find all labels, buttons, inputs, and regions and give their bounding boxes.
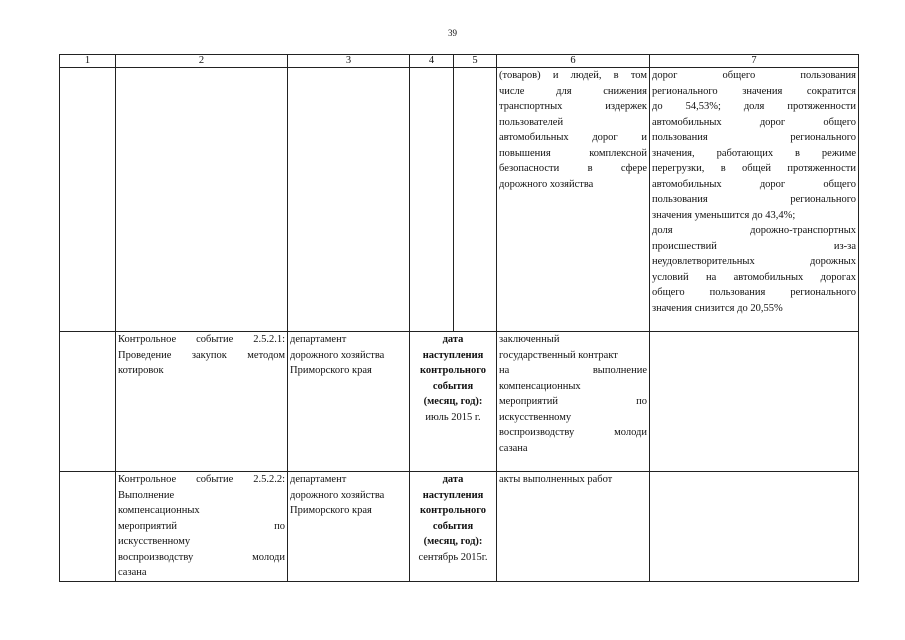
text-line: до 54,53%; доля протяженности xyxy=(652,101,856,112)
text-line: контрольного xyxy=(420,505,486,516)
cell-result-goal xyxy=(497,68,650,332)
page-number: 39 xyxy=(448,28,457,38)
cell-event-date xyxy=(410,472,497,582)
event-date-value: сентябрь 2015г. xyxy=(418,551,488,563)
text-line: наступления xyxy=(422,349,484,361)
text-line: транспортных издержек xyxy=(499,101,647,112)
cell-indicators xyxy=(650,472,859,582)
text-line: дорожного хозяйства xyxy=(290,349,385,361)
text-line: значения снизится до 20,55% xyxy=(652,302,783,314)
cell-result-goal xyxy=(497,472,650,582)
text-line: Приморского края xyxy=(290,365,372,376)
text-line: воспроизводству молоди xyxy=(118,551,285,563)
text-line: безопасности в сфере xyxy=(499,163,647,174)
text-line: регионального значения сократится xyxy=(652,85,856,97)
text-line: дорог общего пользования xyxy=(652,70,856,81)
text-line: события xyxy=(432,380,474,392)
text-line: сазана xyxy=(118,567,147,578)
text-line: департамент xyxy=(290,474,347,485)
text-line: котировок xyxy=(118,365,164,376)
cell-col3 xyxy=(288,68,410,332)
cell-result-goal xyxy=(497,332,650,472)
text-line: повышения комплексной xyxy=(499,147,647,159)
text-line: компенсационных xyxy=(499,380,581,392)
text-line: дата xyxy=(442,474,464,485)
text-line: общего пользования регионального xyxy=(652,287,856,298)
text-line: доля дорожно-транспортных xyxy=(652,225,856,236)
text-line: мероприятий по xyxy=(499,396,647,407)
text-line: Проведение закупок методом xyxy=(118,349,285,361)
text-line: заключенный xyxy=(499,334,560,345)
col-header-6: 6 xyxy=(497,55,650,68)
text-line: департамент xyxy=(290,334,347,345)
text-line: дорожного хозяйства xyxy=(290,489,385,501)
text-line: искусственному xyxy=(118,536,191,547)
text-line: на выполнение xyxy=(499,365,647,376)
text-line: (товаров) и людей, в том xyxy=(499,70,647,81)
text-line: дата xyxy=(442,334,464,345)
text-line: (месяц, год): xyxy=(423,396,483,407)
cell-col1 xyxy=(60,472,116,582)
text-line: происшествий из-за xyxy=(652,240,856,252)
text-line: значения, работающих в режиме xyxy=(652,147,856,159)
text-line: государственный контракт xyxy=(499,349,618,361)
text-line: воспроизводству молоди xyxy=(499,427,647,438)
cell-col1 xyxy=(60,68,116,332)
text-line: автомобильных дорог общего xyxy=(652,178,856,190)
cell-event-name xyxy=(116,472,288,582)
col-header-2: 2 xyxy=(116,55,288,68)
cell-responsible xyxy=(288,332,410,472)
text-line: условий на автомобильных дорогах xyxy=(652,271,856,283)
text-line: автомобильных дорог общего xyxy=(652,116,856,128)
text-line: неудовлетворительных дорожных xyxy=(652,256,856,267)
col-header-7: 7 xyxy=(650,55,859,68)
text-line: мероприятий по xyxy=(118,520,285,532)
text-line: дорожного хозяйства xyxy=(499,178,594,190)
text-line: искусственному xyxy=(499,411,572,423)
text-line: контрольного xyxy=(420,365,486,376)
cell-col1 xyxy=(60,332,116,472)
text-line: события xyxy=(432,520,474,532)
cell-indicators xyxy=(650,332,859,472)
text-line: сазана xyxy=(499,442,528,454)
cell-event-date xyxy=(410,332,497,472)
text-line: акты выполненных работ xyxy=(499,474,613,485)
cell-event-name xyxy=(116,332,288,472)
plan-table xyxy=(59,54,859,582)
text-line: автомобильных дорог и xyxy=(499,132,647,143)
col-header-1: 1 xyxy=(60,55,116,68)
text-line: (месяц, год): xyxy=(423,536,483,547)
text-line: наступления xyxy=(422,489,484,501)
cell-responsible xyxy=(288,472,410,582)
col-header-3: 3 xyxy=(288,55,410,68)
text-line: пользования регионального xyxy=(652,132,856,143)
text-line: Приморского края xyxy=(290,505,372,516)
col-header-5: 5 xyxy=(454,55,497,68)
event-date-value: июль 2015 г. xyxy=(425,411,481,423)
text-line: перегрузки, в общей протяженности xyxy=(652,163,856,174)
cell-col4 xyxy=(410,68,454,332)
table-row xyxy=(60,332,859,472)
text-line: значения уменьшится до 43,4%; xyxy=(652,209,796,221)
text-line: пользования регионального xyxy=(652,194,856,205)
text-line: компенсационных xyxy=(118,505,200,516)
cell-col2 xyxy=(116,68,288,332)
text-line: Контрольное событие 2.5.2.2: xyxy=(118,474,285,485)
table-row xyxy=(60,68,859,332)
cell-col5 xyxy=(454,68,497,332)
cell-indicators xyxy=(650,68,859,332)
col-header-4: 4 xyxy=(410,55,454,68)
text-line: пользователей xyxy=(499,116,564,128)
text-line: Выполнение xyxy=(118,489,175,501)
text-line: числе для снижения xyxy=(499,85,647,97)
text-line: Контрольное событие 2.5.2.1: xyxy=(118,334,285,345)
table-row xyxy=(60,472,859,582)
header-row xyxy=(60,55,859,68)
